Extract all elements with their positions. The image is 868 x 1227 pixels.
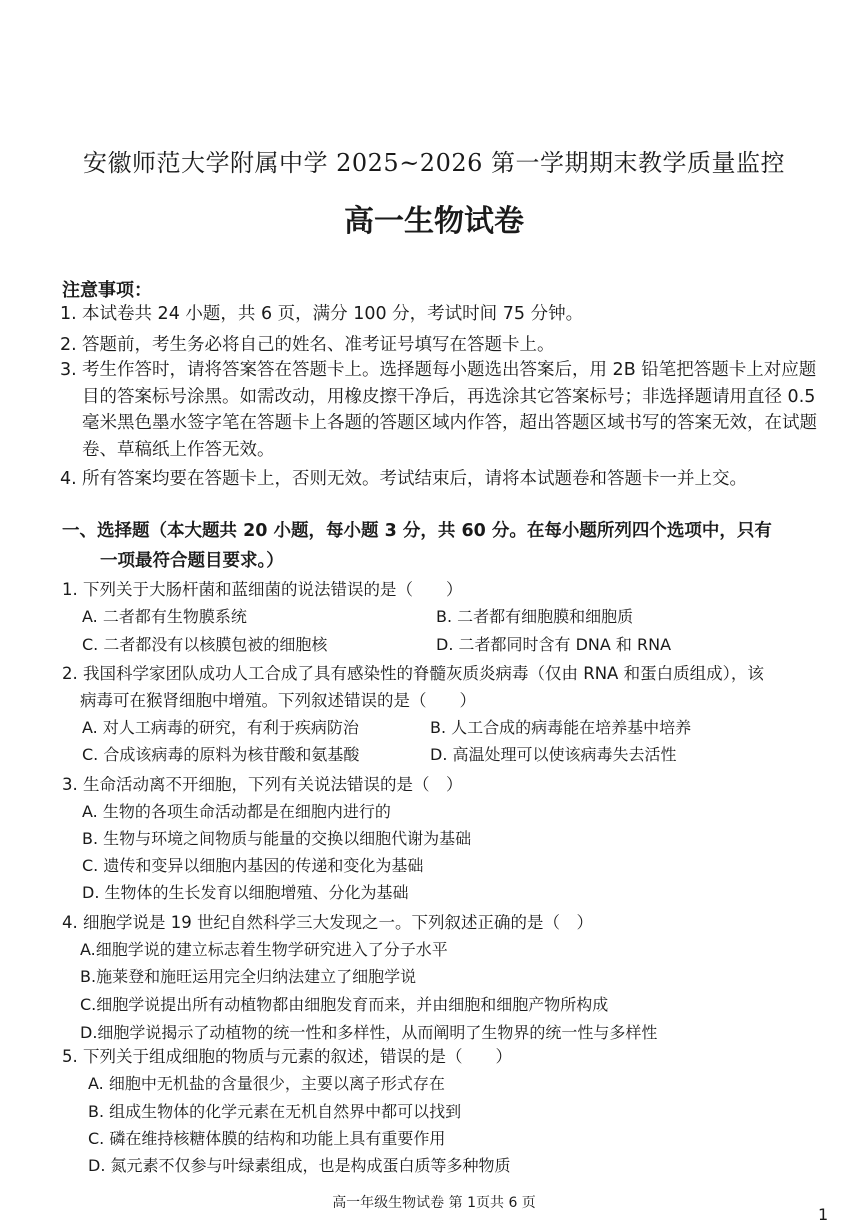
question-2-stem <box>62 660 822 714</box>
note-text: 考生作答时，请将答案答在答题卡上。选择题每小题选出答案后，用 2B 铅笔把答题卡上对应题目的答案标号涂黑。如需改动，用橡皮擦干净后，再选涂其它答案标号；非选择题请用直径 0.5 毫米黑色墨水签字笔在答题卡上各题的答题区域内作答，超出答题区域书写的答案无效，在试题卷、草稿纸上作答无效。 <box>82 360 817 460</box>
question-2-option-d: D. 高温处理可以使该病毒失去活性 <box>430 745 677 764</box>
question-4-option-b: B.施莱登和施旺运用完全归纳法建立了细胞学说 <box>80 967 417 986</box>
note-item-4 <box>60 466 820 493</box>
note-text: 答题前，考生务必将自己的姓名、准考证号填写在答题卡上。 <box>82 335 555 355</box>
question-stem-line: 1. 下列关于大肠杆菌和蓝细菌的说法错误的是（ ） <box>62 580 463 599</box>
subject-title: 高一生物试卷 <box>344 204 524 239</box>
question-1-option-b: B. 二者都有细胞膜和细胞质 <box>436 607 634 626</box>
question-3-option-d: D. 生物体的生长发育以细胞增殖、分化为基础 <box>82 883 409 902</box>
note-text: 本试卷共 24 小题，共 6 页，满分 100 分，考试时间 75 分钟。 <box>82 304 584 324</box>
note-number: 1. <box>60 304 77 324</box>
section-heading <box>62 516 822 576</box>
question-stem-line: 2. 我国科学家团队成功人工合成了具有感染性的脊髓灰质炎病毒（仅由 RNA 和蛋白质组成），该 <box>62 664 764 683</box>
note-number: 2. <box>60 335 77 355</box>
question-3-option-c: C. 遗传和变异以细胞内基因的传递和变化为基础 <box>82 856 424 875</box>
question-stem-line: 病毒可在猴肾细胞中增殖。下列叙述错误的是（ ） <box>80 691 476 710</box>
question-5-option-b: B. 组成生物体的化学元素在无机自然界中都可以找到 <box>88 1102 462 1121</box>
exam-title: 安徽师范大学附属中学 2025~2026 第一学期期末教学质量监控 <box>82 149 786 177</box>
question-stem-line: 5. 下列关于组成细胞的物质与元素的叙述，错误的是（ ） <box>62 1047 512 1066</box>
section-heading-line: 一项最符合题目要求。） <box>100 551 284 571</box>
question-3-option-a: A. 生物的各项生命活动都是在细胞内进行的 <box>82 802 391 821</box>
question-5-stem <box>62 1043 822 1070</box>
question-5-option-c: C. 磷在维持核糖体膜的结构和功能上具有重要作用 <box>88 1129 446 1148</box>
question-4-stem <box>62 909 822 936</box>
question-stem-line: 4. 细胞学说是 19 世纪自然科学三大发现之一。下列叙述正确的是（ ） <box>62 913 593 932</box>
notes-heading: 注意事项： <box>62 280 152 301</box>
page-footer: 高一年级生物试卷 第 1页共 6 页 <box>332 1195 536 1211</box>
question-1-option-c: C. 二者都没有以核膜包被的细胞核 <box>82 635 328 654</box>
note-item-1 <box>60 301 820 328</box>
question-3-option-b: B. 生物与环境之间物质与能量的交换以细胞代谢为基础 <box>82 829 472 848</box>
question-2-option-c: C. 合成该病毒的原料为核苷酸和氨基酸 <box>82 745 360 764</box>
note-number: 4. <box>60 469 77 489</box>
question-stem-line: 3. 生命活动离不开细胞，下列有关说法错误的是（ ） <box>62 775 463 794</box>
question-3-stem <box>62 771 822 798</box>
question-5-option-d: D. 氮元素不仅参与叶绿素组成，也是构成蛋白质等多种物质 <box>88 1156 511 1175</box>
section-heading-line: 一、选择题（本大题共 20 小题，每小题 3 分，共 60 分。在每小题所列四个选项中，只有 <box>62 521 772 541</box>
question-2-option-a: A. 对人工病毒的研究，有利于疾病防治 <box>82 718 359 737</box>
note-number: 3. <box>60 360 77 380</box>
note-item-3 <box>60 357 820 463</box>
question-4-option-d: D.细胞学说揭示了动植物的统一性和多样性，从而阐明了生物界的统一性与多样性 <box>80 1023 658 1042</box>
question-5-option-a: A. 细胞中无机盐的含量很少，主要以离子形式存在 <box>88 1074 445 1093</box>
page-number: 1 <box>818 1205 829 1224</box>
question-1-option-d: D. 二者都同时含有 DNA 和 RNA <box>436 635 672 654</box>
question-1-stem <box>62 576 822 603</box>
question-4-option-c: C.细胞学说提出所有动植物都由细胞发育而来，并由细胞和细胞产物所构成 <box>80 995 609 1014</box>
note-text: 所有答案均要在答题卡上，否则无效。考试结束后，请将本试题卷和答题卡一并上交。 <box>82 469 747 489</box>
question-4-option-a: A.细胞学说的建立标志着生物学研究进入了分子水平 <box>80 940 448 959</box>
question-1-option-a: A. 二者都有生物膜系统 <box>82 607 247 626</box>
note-item-2 <box>60 332 820 359</box>
question-2-option-b: B. 人工合成的病毒能在培养基中培养 <box>430 718 692 737</box>
